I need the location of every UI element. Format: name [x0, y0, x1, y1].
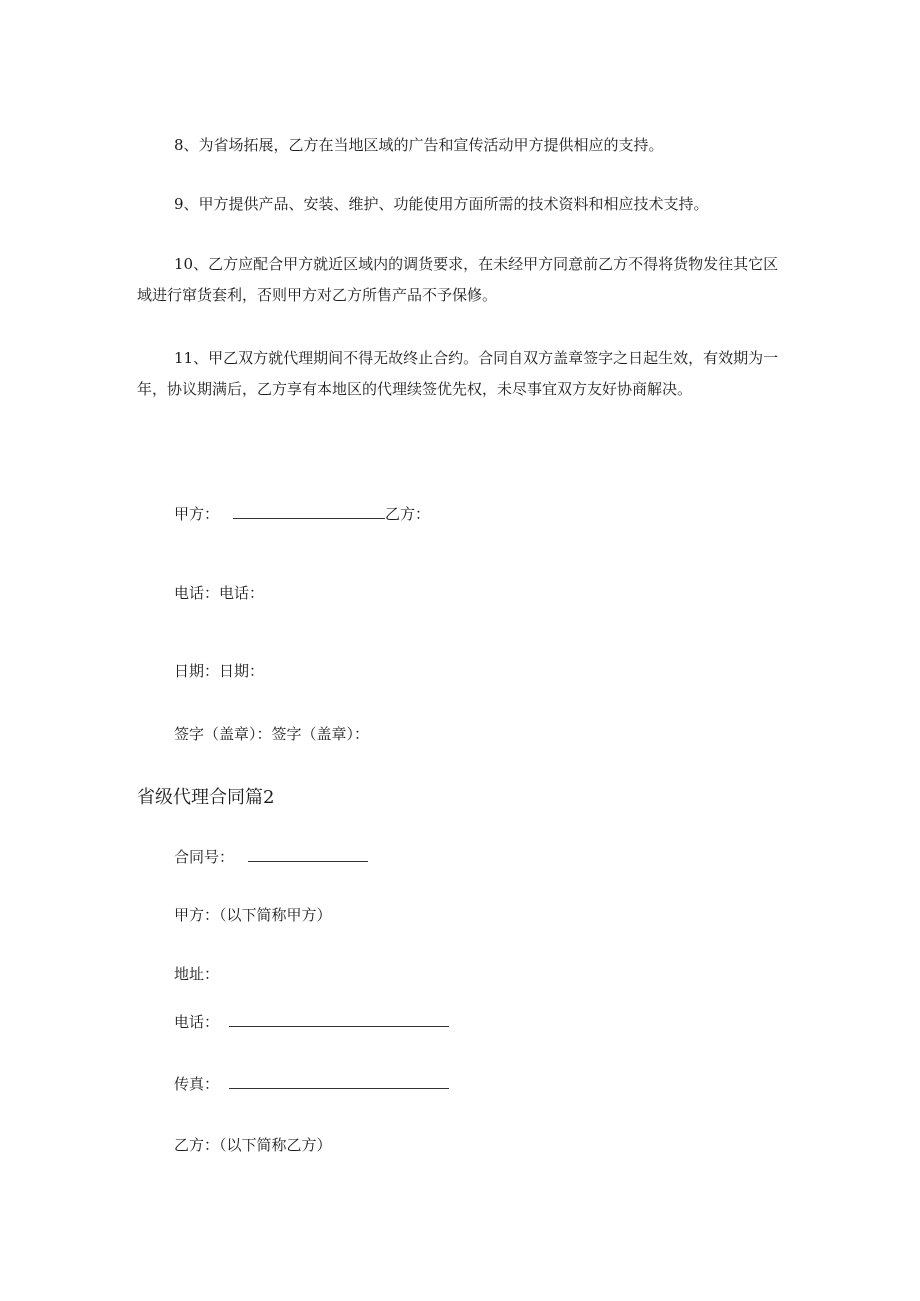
contract2-phone-line: [174, 1010, 449, 1033]
party-b-label: 乙方：: [385, 505, 431, 523]
contract2-phone-blank: [229, 1010, 449, 1027]
party-a-blank: [233, 502, 385, 519]
fax-blank: [229, 1072, 449, 1089]
contract-2-title: 省级代理合同篇2: [137, 787, 275, 808]
date-line: 日期：日期：: [174, 662, 265, 680]
contract2-phone-label: 电话：: [174, 1013, 220, 1031]
fax-label: 传真：: [174, 1075, 220, 1093]
clause-11: 11、甲乙双方就代理期间不得无故终止合约。合同自双方盖章签字之日起生效，有效期为一年，协议期满后，乙方享有本地区的代理续签优先权，未尽事宜双方友好协商解决。: [137, 349, 779, 398]
party-signature-line: [174, 502, 430, 525]
contract-number-blank: [248, 845, 368, 862]
contract-number-label: 合同号：: [174, 848, 235, 866]
clause-8: 8、为省场拓展，乙方在当地区域的广告和宣传活动甲方提供相应的支持。: [174, 136, 664, 154]
clause-9: 9、甲方提供产品、安装、维护、功能使用方面所需的技术资料和相应技术支持。: [174, 195, 709, 213]
party-a-label: 甲方：: [174, 505, 220, 523]
address-line: 地址：: [174, 965, 220, 983]
sign-seal-line: 签字（盖章）：签字（盖章）：: [174, 725, 370, 743]
fax-line: [174, 1072, 449, 1095]
party-b-line: 乙方：（以下简称乙方）: [174, 1136, 332, 1154]
clause-10: 10、乙方应配合甲方就近区域内的调货要求，在未经甲方同意前乙方不得将货物发往其它区域进行窜货套利，否则甲方对乙方所售产品不予保修。: [137, 255, 779, 304]
contract-number-line: [174, 845, 368, 868]
party-a-line: 甲方：（以下简称甲方）: [174, 906, 332, 924]
phone-line: 电话：电话：: [174, 584, 265, 602]
